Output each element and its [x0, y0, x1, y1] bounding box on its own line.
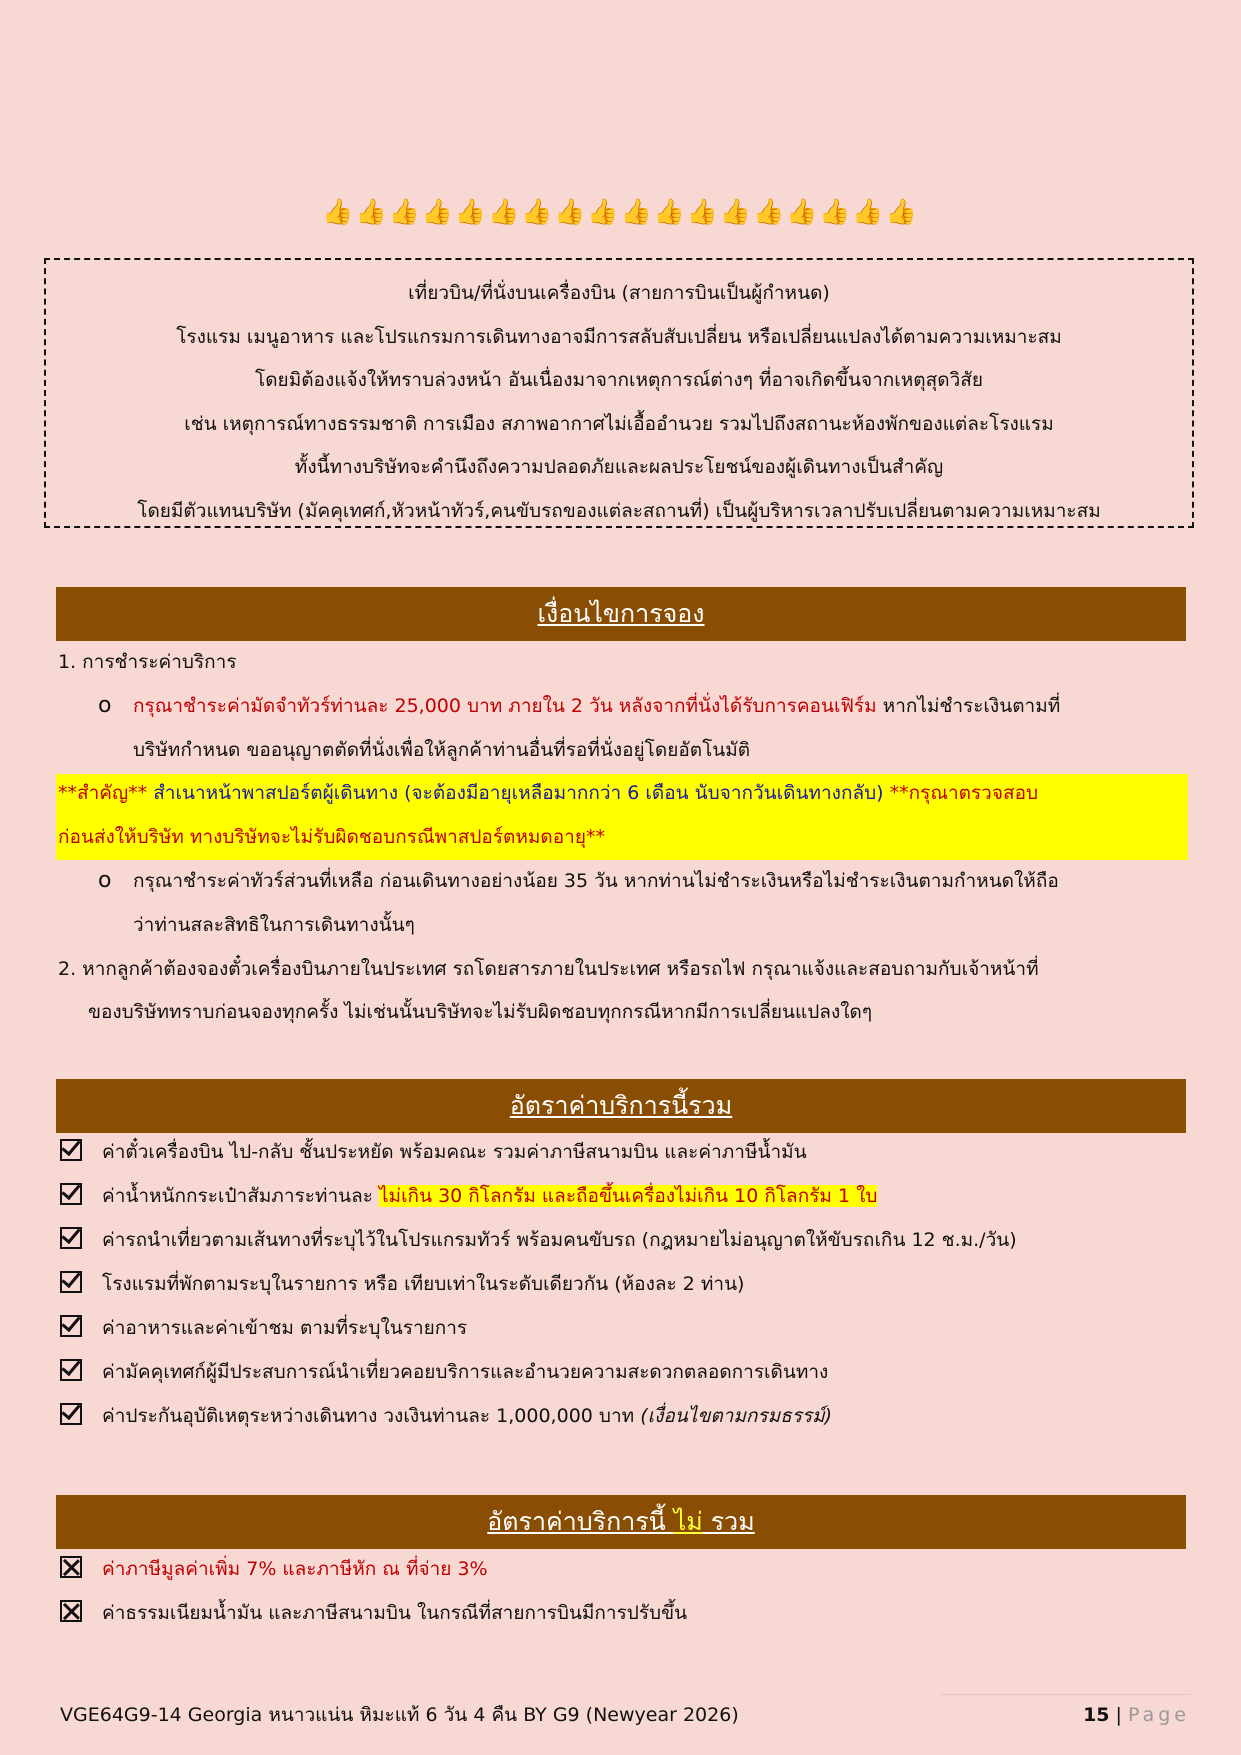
deposit-rest: หากไม่ชำระเงินตามที่ — [876, 695, 1061, 717]
baggage-label: ค่าน้ำหนักกระเป๋าสัมภาระท่านละ — [102, 1185, 379, 1207]
checkbox-checked-icon — [60, 1315, 82, 1337]
domestic-line: 2. หากลูกค้าต้องจองตั๋วเครื่องบินภายในประเทศ รถโดยสารภายในประเทศ หรือรถไฟ กรุณาแจ้งและสอบถามกับเจ้าหน้าที่ — [58, 958, 1039, 980]
page-label: Page — [1128, 1704, 1190, 1726]
payment-heading: 1. การชำระค่าบริการ — [58, 651, 237, 673]
included-item — [102, 1181, 877, 1211]
checkbox-checked-icon — [60, 1227, 82, 1249]
checkbox-checked-icon — [60, 1359, 82, 1381]
excluded-item: ค่าธรรมเนียมน้ำมัน และภาษีสนามบิน ในกรณีที่สายการบินมีการปรับขึ้น — [102, 1602, 688, 1624]
notice-line: โดยมีตัวแทนบริษัท (มัคคุเทศก์,หัวหน้าทัวร์,คนขับรถของแต่ละสถานที่) เป็นผู้บริหารเวลาปรับเปลี่ยนตามความเหมาะสม — [137, 499, 1101, 522]
balance-line: กรุณาชำระค่าทัวร์ส่วนที่เหลือ ก่อนเดินทางอย่างน้อย 35 วัน หากท่านไม่ชำระเงินหรือไม่ชำระเงินตามกำหนดให้ถือ — [133, 870, 1059, 892]
included-item: ค่าตั๋วเครื่องบิน ไป-กลับ ชั้นประหยัด พร้อมคณะ รวมค่าภาษีสนามบิน และค่าภาษีน้ำมัน — [102, 1141, 807, 1163]
checkbox-checked-icon — [60, 1183, 82, 1205]
bullet-circle-icon: o — [98, 868, 112, 893]
domestic-line-2: ของบริษัททราบก่อนจองทุกครั้ง ไม่เช่นนั้นบริษัทจะไม่รับผิดชอบทุกกรณีหากมีการเปลี่ยนแปลงใดๆ — [88, 1001, 873, 1023]
check-note: **กรุณาตรวจสอบ — [889, 782, 1039, 804]
thumbs-up-decoration: 👍👍👍👍👍👍👍👍👍👍👍👍👍👍👍👍👍👍 — [322, 197, 919, 226]
deposit-line — [133, 691, 1060, 721]
footer-page — [1083, 1700, 1190, 1730]
included-item: ค่ารถนำเที่ยวตามเส้นทางที่ระบุไว้ในโปรแกรมทัวร์ พร้อมคนขับรถ (กฎหมายไม่อนุญาตให้ขับรถเกิน 12 ช.ม./วัน) — [102, 1229, 1017, 1251]
important-line — [58, 778, 1038, 808]
notice-line: โดยมิต้องแจ้งให้ทราบล่วงหน้า อันเนื่องมาจากเหตุการณ์ต่างๆ ที่อาจเกิดขึ้นจากเหตุสุดวิสัย — [255, 369, 983, 391]
notice-box — [44, 258, 1194, 528]
notice-line: เที่ยวบิน/ที่นั่งบนเครื่องบิน (สายการบินเป็นผู้กำหนด) — [408, 282, 830, 304]
notice-line: เช่น เหตุการณ์ทางธรรมชาติ การเมือง สภาพอากาศไม่เอื้ออำนวย รวมไปถึงสถานะห้องพักของแต่ละโรงแรม — [184, 412, 1054, 435]
included-item: ค่าอาหารและค่าเข้าชม ตามที่ระบุในรายการ — [102, 1317, 468, 1339]
page-separator: | — [1109, 1704, 1128, 1726]
booking-conditions-header — [56, 587, 1186, 641]
deposit-line-2: บริษัทกำหนด ขออนุญาตตัดที่นั่งเพื่อให้ลูกค้าท่านอื่นที่รอที่นั่งอยู่โดยอัตโนมัติ — [133, 739, 751, 761]
included-item — [102, 1401, 832, 1431]
included-header — [56, 1079, 1186, 1133]
insurance-condition: (เงื่อนไขตามกรมธรรม์) — [640, 1405, 833, 1427]
checkbox-crossed-icon — [60, 1556, 82, 1578]
page-footer — [60, 1700, 1190, 1730]
excluded-header — [56, 1495, 1186, 1549]
excluded-title: อัตราค่าบริการนี้ — [487, 1507, 674, 1536]
insurance-label: ค่าประกันอุบัติเหตุระหว่างเดินทาง วงเงินท่านละ 1,000,000 บาท — [102, 1405, 641, 1427]
bullet-circle-icon: o — [98, 693, 112, 718]
notice-line: ทั้งนี้ทางบริษัทจะคำนึงถึงความปลอดภัยและผลประโยชน์ของผู้เดินทางเป็นสำคัญ — [294, 456, 944, 478]
included-item: โรงแรมที่พักตามระบุในรายการ หรือ เทียบเท่าในระดับเดียวกัน (ห้องละ 2 ท่าน) — [102, 1273, 745, 1295]
important-line-2: ก่อนส่งให้บริษัท ทางบริษัทจะไม่รับผิดชอบกรณีพาสปอร์ตหมดอายุ** — [58, 826, 605, 848]
booking-conditions-title: เงื่อนไขการจอง — [537, 599, 705, 628]
deposit-terms: กรุณาชำระค่ามัดจำทัวร์ท่านละ 25,000 บาท ภายใน 2 วัน หลังจากที่นั่งได้รับการคอนเฟิร์ม — [133, 695, 877, 717]
excluded-title-not: ไม่ — [673, 1507, 703, 1536]
passport-note: สำเนาหน้าพาสปอร์ตผู้เดินทาง (จะต้องมีอายุเหลือมากกว่า 6 เดือน นับจากวันเดินทางกลับ) — [147, 782, 890, 804]
excluded-item: ค่าภาษีมูลค่าเพิ่ม 7% และภาษีหัก ณ ที่จ่าย 3% — [102, 1558, 488, 1580]
checkbox-crossed-icon — [60, 1600, 82, 1622]
included-item: ค่ามัคคุเทศก์ผู้มีประสบการณ์นำเที่ยวคอยบริการและอำนวยความสะดวกตลอดการเดินทาง — [102, 1361, 829, 1383]
checkbox-checked-icon — [60, 1403, 82, 1425]
footer-tour-code: VGE64G9-14 Georgia หนาวแน่น หิมะแท้ 6 วัน 4 คืน BY G9 (Newyear 2026) — [60, 1704, 739, 1726]
checkbox-checked-icon — [60, 1271, 82, 1293]
page-number: 15 — [1083, 1704, 1110, 1726]
baggage-limit: ไม่เกิน 30 กิโลกรัม และถือขึ้นเครื่องไม่เกิน 10 กิโลกรัม 1 ใบ — [378, 1185, 878, 1207]
footer-divider — [940, 1694, 1190, 1695]
included-title: อัตราค่าบริการนี้รวม — [509, 1091, 733, 1120]
important-label: **สำคัญ** — [58, 782, 148, 804]
checkbox-checked-icon — [60, 1139, 82, 1161]
notice-line: โรงแรม เมนูอาหาร และโปรแกรมการเดินทางอาจมีการสลับสับเปลี่ยน หรือเปลี่ยนแปลงได้ตามความเหมาะสม — [176, 325, 1062, 348]
excluded-title-end: รวม — [702, 1507, 755, 1536]
balance-line-2: ว่าท่านสละสิทธิในการเดินทางนั้นๆ — [133, 914, 415, 936]
